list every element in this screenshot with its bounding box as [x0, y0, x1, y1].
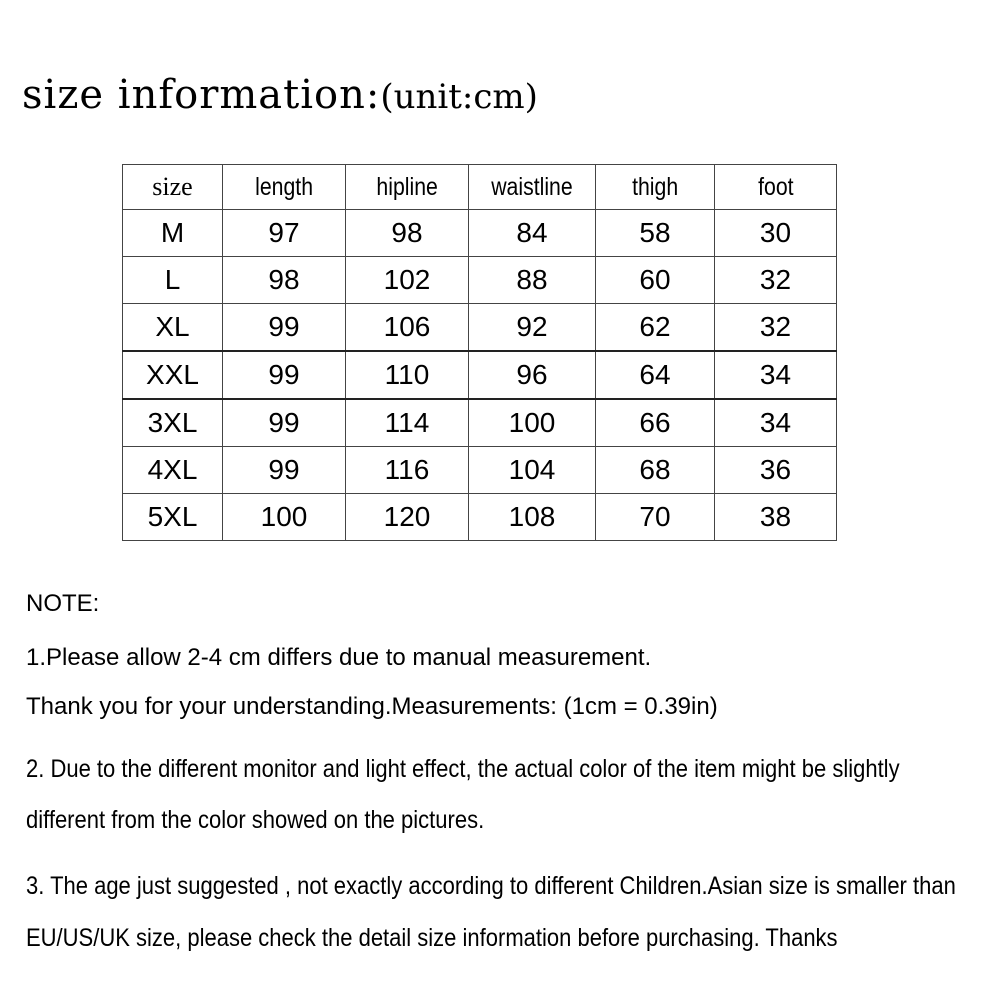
note-line-3: 2. Due to the different monitor and light effect, the actual color of the item might be slightly — [26, 755, 900, 783]
header-thigh: thigh — [596, 165, 715, 210]
table-row — [123, 351, 837, 399]
header-foot: foot — [715, 165, 837, 210]
cell-foot: 34 — [715, 351, 837, 399]
cell-size: 5XL — [123, 494, 223, 541]
note-line-5: 3. The age just suggested , not exactly according to different Children.Asian size is smaller than — [26, 872, 956, 900]
header-waistline: waistline — [469, 165, 596, 210]
cell-thigh: 60 — [596, 257, 715, 304]
header-length: length — [223, 165, 346, 210]
cell-waistline: 88 — [469, 257, 596, 304]
cell-length: 98 — [223, 257, 346, 304]
note-heading: NOTE: — [26, 590, 100, 617]
cell-waistline: 84 — [469, 210, 596, 257]
cell-thigh: 68 — [596, 447, 715, 494]
cell-length: 100 — [223, 494, 346, 541]
table-row — [123, 210, 837, 257]
table-header-row — [123, 165, 837, 210]
cell-length: 97 — [223, 210, 346, 257]
note-line-1: 1.Please allow 2-4 cm differs due to manual measurement. — [26, 644, 652, 671]
cell-waistline: 96 — [469, 351, 596, 399]
cell-thigh: 70 — [596, 494, 715, 541]
table-row — [123, 257, 837, 304]
note-line-2: Thank you for your understanding.Measurements: (1cm = 0.39in) — [26, 693, 718, 720]
cell-foot: 30 — [715, 210, 837, 257]
note-line-6: EU/US/UK size, please check the detail size information before purchasing. Thanks — [26, 924, 838, 952]
cell-size: 3XL — [123, 399, 223, 447]
table-row — [123, 494, 837, 541]
cell-size: XXL — [123, 351, 223, 399]
cell-length: 99 — [223, 399, 346, 447]
title-main: size information: — [22, 72, 381, 118]
cell-size: 4XL — [123, 447, 223, 494]
cell-length: 99 — [223, 447, 346, 494]
cell-thigh: 66 — [596, 399, 715, 447]
note-line-4: different from the color showed on the pictures. — [26, 806, 485, 834]
cell-foot: 32 — [715, 257, 837, 304]
cell-foot: 34 — [715, 399, 837, 447]
cell-hipline: 98 — [346, 210, 469, 257]
cell-hipline: 110 — [346, 351, 469, 399]
cell-hipline: 114 — [346, 399, 469, 447]
page-title — [22, 72, 538, 118]
cell-waistline: 100 — [469, 399, 596, 447]
cell-length: 99 — [223, 351, 346, 399]
table-row — [123, 447, 837, 494]
header-hipline: hipline — [346, 165, 469, 210]
table-row — [123, 399, 837, 447]
cell-waistline: 92 — [469, 304, 596, 352]
cell-thigh: 64 — [596, 351, 715, 399]
cell-length: 99 — [223, 304, 346, 352]
cell-waistline: 108 — [469, 494, 596, 541]
cell-thigh: 62 — [596, 304, 715, 352]
cell-foot: 32 — [715, 304, 837, 352]
cell-thigh: 58 — [596, 210, 715, 257]
size-table — [122, 164, 837, 541]
cell-hipline: 120 — [346, 494, 469, 541]
cell-hipline: 106 — [346, 304, 469, 352]
cell-foot: 38 — [715, 494, 837, 541]
cell-waistline: 104 — [469, 447, 596, 494]
header-size: size — [123, 165, 223, 210]
cell-size: M — [123, 210, 223, 257]
table-row — [123, 304, 837, 352]
cell-foot: 36 — [715, 447, 837, 494]
cell-hipline: 102 — [346, 257, 469, 304]
cell-hipline: 116 — [346, 447, 469, 494]
cell-size: XL — [123, 304, 223, 352]
title-unit: (unit:cm) — [380, 77, 538, 117]
cell-size: L — [123, 257, 223, 304]
